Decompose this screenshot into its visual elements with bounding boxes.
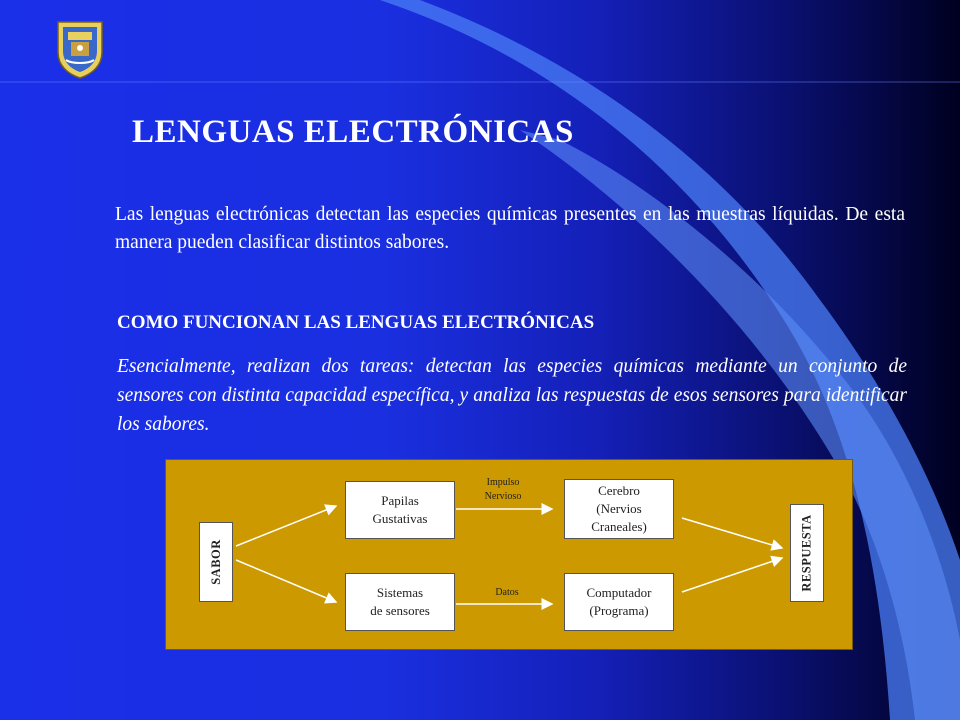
respuesta-box: [790, 504, 824, 602]
impulso-label: [466, 476, 540, 504]
cerebro-label-line3: Craneales): [591, 519, 647, 534]
sabor-label: SABOR: [209, 539, 224, 585]
arrow-computador-to-respuesta: [682, 558, 782, 592]
impulso-label-line2: Nervioso: [484, 491, 522, 502]
papilas-label-line2: Gustativas: [372, 511, 428, 526]
sistemas-box: [345, 573, 455, 631]
impulso-label-line1: Impulso: [486, 477, 520, 488]
computador-box: [564, 573, 674, 631]
intro-paragraph: Las lenguas electrónicas detectan las especies químicas presentes en las muestras líquidas. De esta manera pueden clasificar distintos sabores.: [115, 204, 905, 253]
respuesta-label: RESPUESTA: [800, 514, 814, 592]
computador-label-line1: Computador: [586, 585, 652, 600]
papilas-box: [345, 481, 455, 539]
process-diagram: [165, 459, 853, 650]
computador-label-line2: (Programa): [589, 603, 649, 618]
datos-label: Datos: [495, 587, 519, 598]
section-subtitle: COMO FUNCIONAN LAS LENGUAS ELECTRÓNICAS: [117, 312, 595, 333]
cerebro-label-line2: (Nervios: [596, 501, 642, 516]
arrow-cerebro-to-respuesta: [682, 518, 782, 548]
sistemas-label-line2: de sensores: [370, 603, 430, 618]
crest-logo-icon: [54, 18, 106, 80]
cerebro-label-line1: Cerebro: [598, 483, 640, 498]
cerebro-box: [564, 479, 674, 539]
sistemas-label-line1: Sistemas: [376, 585, 424, 600]
papilas-label-line1: Papilas: [381, 493, 419, 508]
arrow-sabor-to-sistemas: [236, 560, 336, 602]
page-title: LENGUAS ELECTRÓNICAS: [132, 114, 574, 150]
sabor-box: [199, 522, 233, 602]
description-paragraph: Esencialmente, realizan dos tareas: detectan las especies químicas mediante un conjunto de sensores con distinta capacidad específica, y analiza las respuestas de esos sensores para identificar los sabores.: [117, 356, 907, 435]
arrow-sabor-to-papilas: [236, 506, 336, 546]
